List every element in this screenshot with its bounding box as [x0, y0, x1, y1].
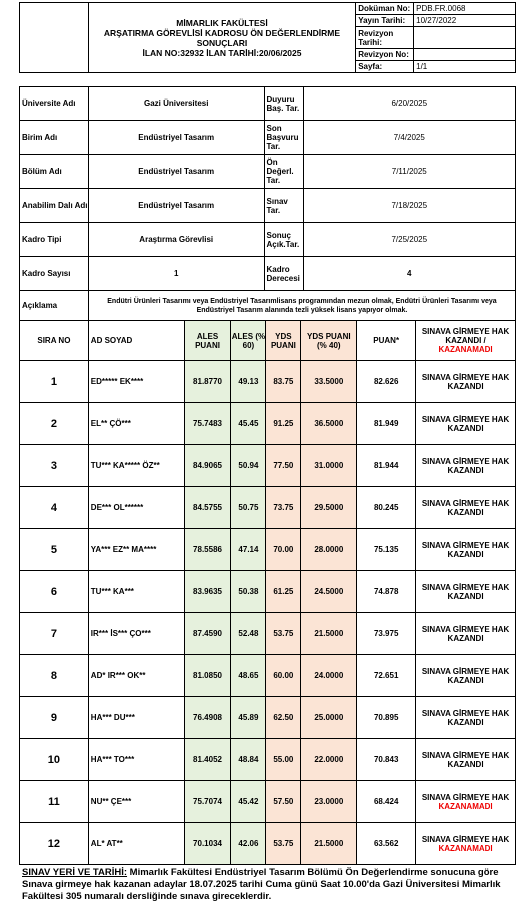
exam-value: 7/18/2025	[303, 189, 516, 223]
row-puan: 72.651	[357, 655, 416, 697]
header-sira: SIRA NO	[20, 321, 89, 361]
row-ad-soyad: HA*** DU***	[88, 697, 184, 739]
status-lost-text: SINAVA GİRMEYE HAK	[421, 792, 510, 802]
row-sira: 9	[20, 697, 89, 739]
status-won: SINAVA GİRMEYE HAK KAZANDI	[421, 498, 510, 517]
row-ad-soyad: DE*** OL******	[88, 487, 184, 529]
row-status	[416, 487, 516, 529]
table-row	[20, 697, 516, 739]
subdept-value: Endüstriyel Tasarım	[88, 189, 264, 223]
title-line: ARŞATIRMA GÖREVLİSİ KADROSU ÖN DEĞERLENDİRME	[103, 27, 341, 38]
exam-place-note	[22, 867, 516, 903]
row-sira: 4	[20, 487, 89, 529]
status-won: SINAVA GİRMEYE HAK KAZANDI	[421, 372, 510, 391]
header-yds40: YDS PUANI (% 40)	[301, 321, 357, 361]
row-yds: 53.75	[266, 613, 301, 655]
row-sira: 3	[20, 445, 89, 487]
status-won: SINAVA GİRMEYE HAK KAZANDI	[421, 750, 510, 769]
row-ales60: 45.42	[231, 781, 266, 823]
cadre-type-label: Kadro Tipi	[20, 223, 89, 257]
row-ad-soyad: TU*** KA***	[88, 571, 184, 613]
status-won: SINAVA GİRMEYE HAK KAZANDI	[421, 666, 510, 685]
pub-date-label: Yayın Tarihi:	[356, 15, 414, 27]
row-ales: 81.8770	[184, 361, 231, 403]
unit-value: Endüstriyel Tasarım	[88, 121, 264, 155]
row-yds40: 22.0000	[301, 739, 357, 781]
row-ales60: 49.13	[231, 361, 266, 403]
row-ales60: 48.84	[231, 739, 266, 781]
row-ales: 75.7074	[184, 781, 231, 823]
row-ales60: 50.94	[231, 445, 266, 487]
row-status	[416, 655, 516, 697]
description-table	[19, 290, 516, 321]
faculty-name: MİMARLIK FAKÜLTESİ	[176, 17, 268, 28]
row-sira: 1	[20, 361, 89, 403]
row-status	[416, 697, 516, 739]
dept-label: Bölüm Adı	[20, 155, 89, 189]
row-puan: 75.135	[357, 529, 416, 571]
document-header	[19, 2, 516, 73]
exam-place-text: Mimarlık Fakültesi Endüstriyel Tasarım Bölümü Ön Değerlendirme sonucuna göre Sınava girmeye hak kazanan adaylar 18.07.2025 tarihi Cuma günü Saat 10.00'da Gazi Üniversitesi Mimarlık Fakültesi 305 numaralı dersliğinde sınava gireceklerdir.	[22, 867, 501, 902]
row-status	[416, 823, 516, 865]
row-ales60: 48.65	[231, 655, 266, 697]
row-yds40: 33.5000	[301, 361, 357, 403]
table-row	[20, 487, 516, 529]
table-row	[20, 403, 516, 445]
row-yds40: 21.5000	[301, 613, 357, 655]
row-ad-soyad: TU*** KA***** ÖZ**	[88, 445, 184, 487]
result-label: Sonuç Açık.Tar.	[264, 223, 303, 257]
description-label: Açıklama	[20, 291, 89, 321]
row-yds: 57.50	[266, 781, 301, 823]
row-ales60: 45.89	[231, 697, 266, 739]
header-yds: YDS PUANI	[266, 321, 301, 361]
row-ales: 78.5586	[184, 529, 231, 571]
row-ales: 83.9635	[184, 571, 231, 613]
announce-start-label: Duyuru Baş. Tar.	[264, 87, 303, 121]
row-yds40: 23.0000	[301, 781, 357, 823]
row-ales: 84.9065	[184, 445, 231, 487]
header-ales60: ALES (% 60)	[231, 321, 266, 361]
exam-place-label: SINAV YERİ VE TARİHİ:	[22, 867, 128, 878]
row-status	[416, 403, 516, 445]
result-value: 7/25/2025	[303, 223, 516, 257]
row-ales: 76.4908	[184, 697, 231, 739]
status-won: SINAVA GİRMEYE HAK KAZANDI	[421, 540, 510, 559]
row-puan: 81.944	[357, 445, 416, 487]
row-puan: 70.895	[357, 697, 416, 739]
row-ad-soyad: IR*** İS*** ÇO***	[88, 613, 184, 655]
row-yds40: 25.0000	[301, 697, 357, 739]
university-value: Gazi Üniversitesi	[88, 87, 264, 121]
row-sira: 11	[20, 781, 89, 823]
row-ales: 84.5755	[184, 487, 231, 529]
row-yds: 55.00	[266, 739, 301, 781]
row-yds: 83.75	[266, 361, 301, 403]
row-yds: 61.25	[266, 571, 301, 613]
row-puan: 70.843	[357, 739, 416, 781]
logo-cell	[20, 3, 89, 73]
row-status	[416, 571, 516, 613]
page-value: 1/1	[414, 61, 516, 73]
header-status	[416, 321, 516, 361]
row-puan: 68.424	[357, 781, 416, 823]
table-row	[20, 571, 516, 613]
page-label: Sayfa:	[356, 61, 414, 73]
rev-date-value	[414, 27, 516, 49]
status-lost-text: SINAVA GİRMEYE HAK	[421, 834, 510, 844]
row-yds40: 31.0000	[301, 445, 357, 487]
row-yds: 62.50	[266, 697, 301, 739]
row-yds40: 24.0000	[301, 655, 357, 697]
announce-start-value: 6/20/2025	[303, 87, 516, 121]
row-ad-soyad: AL* AT**	[88, 823, 184, 865]
row-status	[416, 529, 516, 571]
row-yds40: 29.5000	[301, 487, 357, 529]
row-ales: 70.1034	[184, 823, 231, 865]
status-lost-red: KAZANAMADI	[438, 801, 493, 811]
row-puan: 63.562	[357, 823, 416, 865]
dept-value: Endüstriyel Tasarım	[88, 155, 264, 189]
status-lost-red: KAZANAMADI	[438, 843, 493, 853]
row-puan: 74.878	[357, 571, 416, 613]
row-status	[416, 445, 516, 487]
pub-date-value: 10/27/2022	[414, 15, 516, 27]
pre-eval-value: 7/11/2025	[303, 155, 516, 189]
row-yds: 70.00	[266, 529, 301, 571]
header-ad: AD SOYAD	[88, 321, 184, 361]
description-text: Endütri Ürünleri Tasarımı veya Endüstriyel Tasarımlisans programından mezun olmak, Endütri Ürünleri Tasarımı veya Endüstriyel Tasarım alanında tezli yüksek lisans yapıyor olmak.	[88, 291, 515, 321]
row-ales: 81.4052	[184, 739, 231, 781]
header-status-text: SINAVA GİRMEYE HAK KAZANDI /	[421, 327, 510, 345]
status-won: SINAVA GİRMEYE HAK KAZANDI	[421, 456, 510, 475]
row-sira: 2	[20, 403, 89, 445]
row-puan: 80.245	[357, 487, 416, 529]
row-sira: 7	[20, 613, 89, 655]
row-yds: 91.25	[266, 403, 301, 445]
row-ales60: 50.38	[231, 571, 266, 613]
row-status	[416, 361, 516, 403]
row-ad-soyad: NU** ÇE***	[88, 781, 184, 823]
row-ad-soyad: HA*** TO***	[88, 739, 184, 781]
row-yds: 53.75	[266, 823, 301, 865]
row-yds40: 28.0000	[301, 529, 357, 571]
last-apply-value: 7/4/2025	[303, 121, 516, 155]
title-line: SONUÇLARI	[196, 37, 248, 48]
row-puan: 82.626	[357, 361, 416, 403]
row-yds: 73.75	[266, 487, 301, 529]
row-ad-soyad: AD* IR*** OK**	[88, 655, 184, 697]
header-status-red: KAZANAMADI	[438, 345, 493, 354]
subdept-label: Anabilim Dalı Adı	[20, 189, 89, 223]
row-sira: 12	[20, 823, 89, 865]
row-yds40: 21.5000	[301, 823, 357, 865]
unit-label: Birim Adı	[20, 121, 89, 155]
status-won: SINAVA GİRMEYE HAK KAZANDI	[421, 708, 510, 727]
row-sira: 6	[20, 571, 89, 613]
row-sira: 10	[20, 739, 89, 781]
cadre-count-value: 1	[88, 257, 264, 291]
row-puan: 81.949	[357, 403, 416, 445]
cadre-count-label: Kadro Sayısı	[20, 257, 89, 291]
row-sira: 5	[20, 529, 89, 571]
row-ales60: 52.48	[231, 613, 266, 655]
doc-no-label: Doküman No:	[356, 3, 414, 15]
row-yds: 77.50	[266, 445, 301, 487]
row-yds40: 36.5000	[301, 403, 357, 445]
last-apply-label: Son Başvuru Tar.	[264, 121, 303, 155]
row-puan: 73.975	[357, 613, 416, 655]
status-won: SINAVA GİRMEYE HAK KAZANDI	[421, 582, 510, 601]
cadre-type-value: Araştırma Görevlisi	[88, 223, 264, 257]
rev-no-value	[414, 49, 516, 61]
row-ad-soyad: EL** ÇÖ***	[88, 403, 184, 445]
table-row	[20, 361, 516, 403]
pre-eval-label: Ön Değerl. Tar.	[264, 155, 303, 189]
row-ales60: 47.14	[231, 529, 266, 571]
row-yds40: 24.5000	[301, 571, 357, 613]
table-row	[20, 823, 516, 865]
row-ales60: 42.06	[231, 823, 266, 865]
rev-date-label: Revizyon Tarihi:	[356, 27, 414, 49]
row-status	[416, 613, 516, 655]
row-ales: 81.0850	[184, 655, 231, 697]
row-sira: 8	[20, 655, 89, 697]
exam-label: Sınav Tar.	[264, 189, 303, 223]
info-table	[19, 86, 516, 291]
row-yds: 60.00	[266, 655, 301, 697]
row-ales60: 50.75	[231, 487, 266, 529]
row-ales: 75.7483	[184, 403, 231, 445]
header-puan: PUAN*	[357, 321, 416, 361]
status-won: SINAVA GİRMEYE HAK KAZANDI	[421, 414, 510, 433]
table-row	[20, 655, 516, 697]
table-row	[20, 781, 516, 823]
university-label: Üniversite Adı	[20, 87, 89, 121]
doc-no-value: PDB.FR.0068	[414, 3, 516, 15]
ilan-info: İLAN NO:32932 İLAN TARİHİ:20/06/2025	[142, 47, 302, 58]
status-won: SINAVA GİRMEYE HAK KAZANDI	[421, 624, 510, 643]
row-ales60: 45.45	[231, 403, 266, 445]
header-ales: ALES PUANI	[184, 321, 231, 361]
cadre-degree-value: 4	[303, 257, 516, 291]
table-row	[20, 529, 516, 571]
table-row	[20, 613, 516, 655]
row-ales: 87.4590	[184, 613, 231, 655]
row-ad-soyad: YA*** EZ** MA****	[88, 529, 184, 571]
table-row	[20, 739, 516, 781]
cadre-degree-label: Kadro Derecesi	[264, 257, 303, 291]
document-title	[88, 3, 355, 73]
row-ad-soyad: ED***** EK****	[88, 361, 184, 403]
row-status	[416, 781, 516, 823]
rev-no-label: Revizyon No:	[356, 49, 414, 61]
results-table	[19, 320, 516, 865]
row-status	[416, 739, 516, 781]
table-row	[20, 445, 516, 487]
